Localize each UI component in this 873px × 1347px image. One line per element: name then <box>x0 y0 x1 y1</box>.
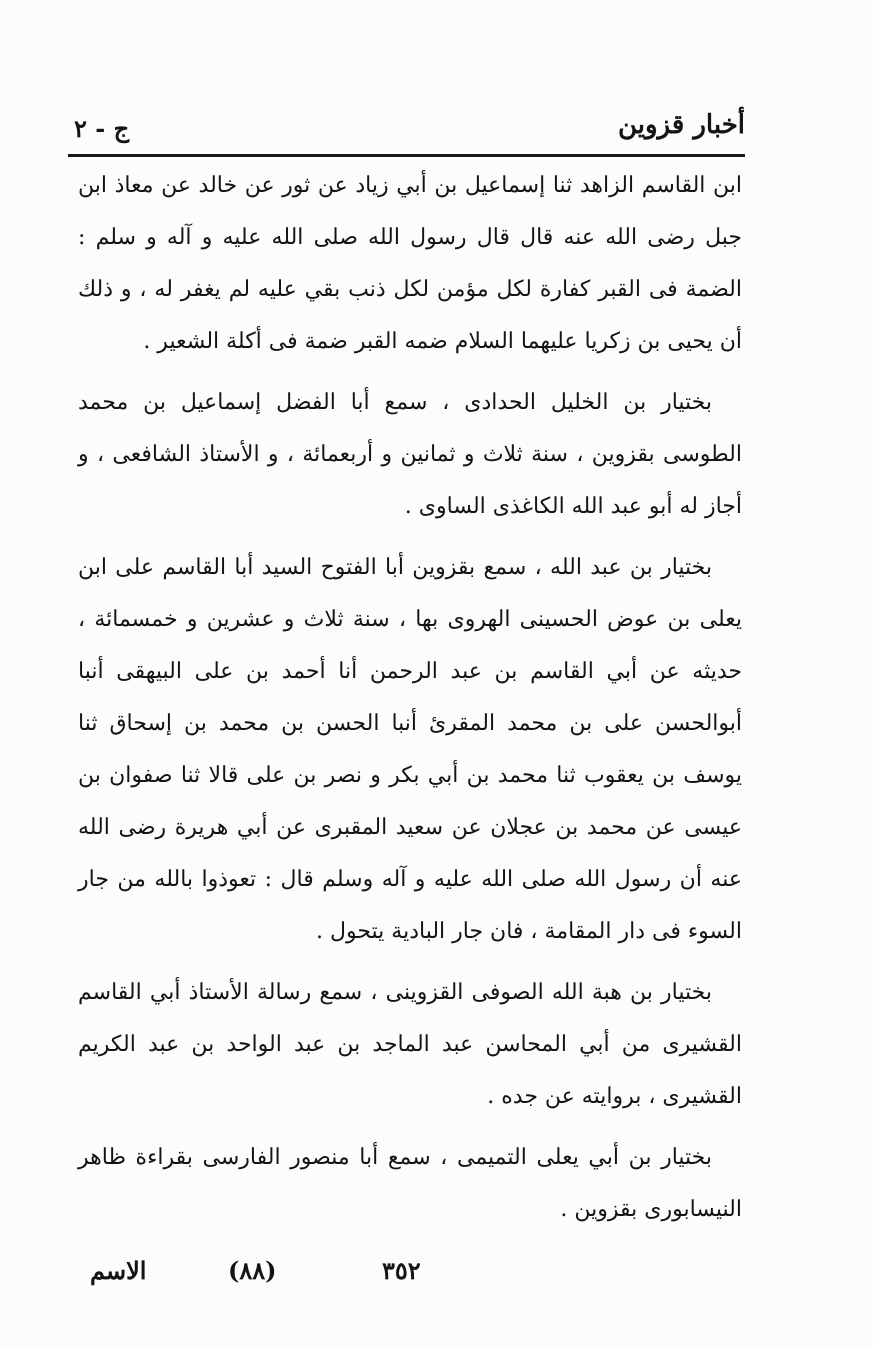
page-number: ٣٥٢ <box>382 1256 421 1285</box>
section-label: الاسم <box>90 1256 147 1285</box>
signature-mark: (٨٨) <box>228 1256 277 1285</box>
book-title: أخبار قزوين <box>617 110 745 140</box>
header-rule <box>68 154 745 157</box>
entry-bakhtiyar-ibn-abdallah: بختيار بن عبد الله ، سمع بقزوين أبا الفتوح السيد أبا القاسم على ابن يعلى بن عوض الحسينى الهروى بها ، سنة ثلاث و عشرين و خمسمائة ، حديثه عن أبي القاسم بن عبد الرحمن أنا أحمد بن على البيهقى أنبا أبوالحسن على بن محمد المقرئ أنبا الحسن بن محمد بن إسحاق ثنا يوسف بن يعقوب ثنا محمد بن أبي بكر و نصر بن على قالا ثنا صفوان بن عيسى عن محمد بن عجلان عن سعيد المقبرى عن أبي هريرة رضى الله عنه أن رسول الله صلى الله عليه و آله وسلم قال : تعوذوا بالله من جار السوء فى دار المقامة ، فان جار البادية يتحول . <box>78 555 742 944</box>
running-header <box>68 108 745 152</box>
entry-bakhtiyar-ibn-abi-yala: بختيار بن أبي يعلى التميمى ، سمع أبا منصور الفارسى بقراءة ظاهر النيسابورى بقزوين . <box>78 1145 742 1222</box>
paragraph-continuation: ابن القاسم الزاهد ثنا إسماعيل بن أبي زياد عن ثور عن خالد عن معاذ ابن جبل رضى الله عنه قال قال رسول الله صلى الله عليه و آله و سلم : الضمة فى القبر كفارة لكل مؤمن لكل ذنب بقي عليه لم يغفر له ، و ذلك أن يحيى بن زكريا عليهما السلام ضمه القبر ضمة فى أكلة الشعير . <box>78 173 742 354</box>
entry-bakhtiyar-ibn-al-khalil: بختيار بن الخليل الحدادى ، سمع أبا الفضل إسماعيل بن محمد الطوسى بقزوين ، سنة ثلاث و ثمانين و أربعمائة ، و الأستاذ الشافعى ، و أجاز له أبو عبد الله الكاغذى الساوى . <box>78 390 742 519</box>
volume-number: ج - ٢ <box>74 114 130 143</box>
page-footer <box>90 1256 470 1296</box>
entry-bakhtiyar-ibn-hibatallah: بختيار بن هبة الله الصوفى القزوينى ، سمع رسالة الأستاذ أبي القاسم القشيرى من أبي المحاسن عبد الماجد بن عبد الواحد بن عبد الكريم القشيرى ، بروايته عن جده . <box>78 980 742 1109</box>
page-body <box>78 160 742 1235</box>
